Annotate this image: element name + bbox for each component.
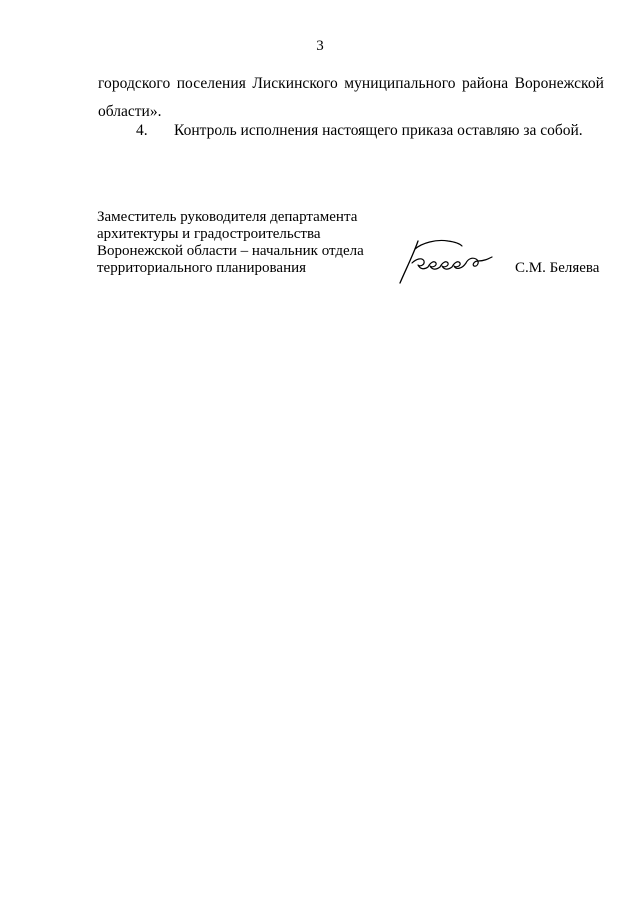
page-number: 3 [316, 38, 324, 54]
paragraph-line: городского поселения Лискинского муниципального района Воронежской [98, 75, 604, 92]
handwritten-signature-icon [396, 233, 496, 285]
signer-name: С.М. Беляева [515, 260, 600, 276]
paragraph-line: области». [98, 103, 162, 120]
position-line: архитектуры и градостроительства [97, 226, 321, 242]
signatory-position [97, 209, 364, 277]
position-line: Воронежской области – начальник отдела [97, 243, 364, 259]
list-item-text: Контроль исполнения настоящего приказа оставляю за собой. [174, 122, 583, 139]
list-item-4 [136, 121, 583, 141]
list-item-number: 4. [136, 122, 148, 139]
position-line: Заместитель руководителя департамента [97, 209, 358, 225]
paragraph-continuation [98, 70, 604, 126]
position-line: территориального планирования [97, 260, 307, 276]
